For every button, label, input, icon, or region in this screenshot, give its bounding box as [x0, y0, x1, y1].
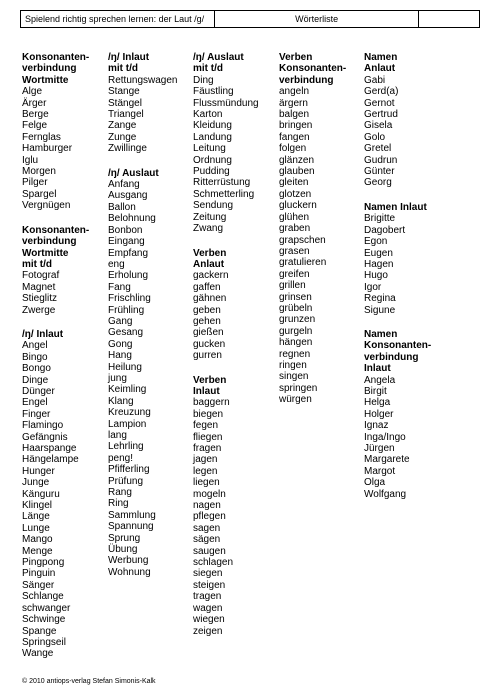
word-item: Magnet — [22, 281, 56, 293]
word-item: Spannung — [108, 521, 154, 533]
word-item: jagen — [193, 454, 218, 466]
word-group — [193, 375, 283, 637]
word-item: glotzen — [279, 188, 312, 200]
group-heading: Konsonanten- verbindung Wortmitte mit t/d — [22, 224, 90, 270]
word-list — [22, 270, 112, 316]
word-group — [364, 202, 454, 316]
word-item: Schmetterling — [193, 188, 255, 200]
word-item: tragen — [193, 591, 222, 603]
word-item: Egon — [364, 236, 388, 248]
word-item: gurgeln — [279, 325, 313, 337]
word-item: Landung — [193, 131, 232, 143]
word-group — [22, 52, 112, 212]
word-item: Zange — [108, 120, 137, 132]
word-item: Schlange — [22, 591, 64, 603]
word-item: Birgit — [364, 385, 387, 397]
word-columns — [22, 52, 482, 667]
word-item: lang — [108, 430, 127, 441]
word-item: glauben — [279, 166, 315, 178]
word-item: Pilger — [22, 177, 48, 189]
word-item: Ignaz — [364, 420, 389, 432]
word-item: Klang — [108, 395, 134, 407]
word-item: balgen — [279, 109, 310, 121]
word-group — [279, 52, 369, 406]
word-item: grillen — [279, 280, 306, 292]
group-heading: /ŋ/ Auslaut mit t/d — [193, 52, 244, 75]
word-list — [193, 397, 283, 637]
word-item: Helga — [364, 397, 391, 409]
group-heading: /ŋ/ Inlaut mit t/d — [108, 52, 150, 75]
word-item: Pudding — [193, 166, 230, 178]
group-heading: Verben Konsonanten- verbindung — [279, 52, 347, 86]
word-item: Flamingo — [22, 420, 64, 432]
word-item: grinsen — [279, 291, 312, 303]
word-item: Ordnung — [193, 154, 232, 166]
word-item: Dünger — [22, 385, 55, 397]
word-item: pflegen — [193, 511, 226, 523]
word-item: Schwinge — [22, 614, 66, 626]
word-item: eng — [108, 258, 125, 270]
word-item: Inga/Ingo — [364, 431, 406, 443]
word-item: saugen — [193, 545, 226, 557]
word-item: Jürgen — [364, 443, 395, 454]
word-item: Margarete — [364, 454, 410, 466]
word-item: Gisela — [364, 120, 393, 132]
word-item: Klingel — [22, 500, 53, 512]
group-heading: /ŋ/ Auslaut — [108, 167, 159, 179]
word-item: Igor — [364, 281, 382, 293]
word-item: legen — [193, 465, 218, 477]
word-item: Gong — [108, 338, 133, 350]
word-item: Lunge — [22, 522, 50, 534]
group-heading: Konsonanten- verbindung Wortmitte — [22, 52, 90, 86]
word-item: Felge — [22, 120, 48, 132]
word-item: Finger — [22, 408, 51, 420]
word-item: springen — [279, 382, 318, 394]
word-item: Engel — [22, 397, 48, 409]
word-item: Ritterrüstung — [193, 177, 251, 189]
word-list — [108, 75, 198, 155]
word-item: singen — [279, 371, 309, 383]
header-table — [20, 10, 480, 28]
word-item: Sendung — [193, 200, 234, 212]
word-item: Fotograf — [22, 270, 60, 282]
word-item: Spargel — [22, 188, 57, 200]
word-item: Regina — [364, 293, 396, 305]
word-item: Hagen — [364, 258, 394, 270]
column-1 — [22, 52, 112, 673]
word-item: siegen — [193, 568, 223, 580]
word-item: gleiten — [279, 177, 309, 189]
word-item: mogeln — [193, 488, 226, 500]
word-item: peng! — [108, 452, 134, 464]
word-item: regnen — [279, 348, 311, 360]
word-item: Känguru — [22, 488, 60, 500]
word-list — [22, 340, 112, 659]
word-list — [364, 75, 454, 189]
word-item: Gang — [108, 315, 133, 327]
word-item: Wohnung — [108, 566, 151, 578]
word-item: Zeitung — [193, 211, 227, 223]
word-item: gluckern — [279, 200, 317, 212]
word-item: Eingang — [108, 236, 145, 248]
word-item: gratulieren — [279, 257, 327, 269]
word-item: Gesang — [108, 327, 144, 339]
word-group — [108, 168, 198, 579]
word-item: ringen — [279, 359, 307, 371]
word-item: ärgern — [279, 97, 308, 109]
word-item: Kleidung — [193, 120, 232, 132]
word-item: grunzen — [279, 314, 316, 326]
header-wordlist: Wörterliste — [215, 11, 419, 27]
word-item: glühen — [279, 211, 310, 223]
word-item: graben — [279, 223, 311, 235]
word-item: schwanger — [22, 602, 71, 614]
word-item: würgen — [279, 394, 312, 406]
group-heading: /ŋ/ Inlaut — [22, 328, 64, 340]
word-item: Karton — [193, 109, 223, 121]
word-item: Heilung — [108, 361, 142, 373]
word-list — [279, 86, 369, 405]
word-item: Berge — [22, 109, 49, 121]
word-item: Frischling — [108, 293, 151, 305]
word-item: Länge — [22, 511, 50, 523]
word-list — [364, 213, 454, 316]
word-item: Morgen — [22, 166, 56, 178]
word-item: Hugo — [364, 270, 388, 282]
word-list — [193, 270, 283, 361]
word-item: Empfang — [108, 247, 149, 259]
word-item: Haarspange — [22, 443, 77, 454]
word-item: hängen — [279, 337, 313, 349]
word-item: Pingpong — [22, 557, 65, 569]
word-item: fliegen — [193, 431, 223, 443]
word-item: Gabi — [364, 74, 386, 86]
word-item: Stängel — [108, 97, 142, 109]
word-item: Sigune — [364, 304, 396, 316]
word-item: fegen — [193, 420, 219, 432]
word-item: Ding — [193, 74, 214, 86]
word-item: Zwang — [193, 223, 224, 235]
word-item: fangen — [279, 131, 310, 143]
word-item: Junge — [22, 477, 50, 489]
word-item: gurren — [193, 350, 222, 362]
word-item: sagen — [193, 522, 221, 534]
word-item: Belohnung — [108, 213, 156, 225]
word-item: gucken — [193, 338, 226, 350]
word-item: Zwillinge — [108, 143, 147, 155]
word-group — [364, 52, 454, 189]
word-item: Flussmündung — [193, 97, 259, 109]
word-item: Gretel — [364, 143, 392, 155]
word-item: Alge — [22, 86, 43, 98]
word-item: Ausgang — [108, 190, 148, 202]
word-item: Zwerge — [22, 304, 56, 316]
word-item: gähnen — [193, 293, 227, 305]
word-item: Rang — [108, 487, 132, 499]
word-group — [22, 329, 112, 660]
word-item: Gerd(a) — [364, 86, 399, 98]
word-item: bringen — [279, 120, 313, 132]
word-item: Mango — [22, 534, 53, 546]
word-item: Frühling — [108, 304, 145, 316]
word-item: Golo — [364, 131, 386, 143]
word-item: gaffen — [193, 281, 221, 293]
word-item: steigen — [193, 579, 226, 591]
word-item: grasen — [279, 245, 310, 257]
word-item: Triangel — [108, 109, 144, 121]
word-item: wagen — [193, 602, 223, 614]
group-heading: Namen Inlaut — [364, 201, 427, 213]
word-item: gehen — [193, 315, 221, 327]
word-item: Fernglas — [22, 131, 61, 143]
word-item: Dinge — [22, 374, 49, 386]
word-group — [108, 52, 198, 155]
word-item: Leitung — [193, 143, 226, 155]
word-item: Iglu — [22, 154, 39, 166]
copyright-footer: © 2010 antiops-verlag Stefan Simonis-Kalk — [22, 678, 156, 685]
word-item: schlagen — [193, 557, 234, 569]
word-item: Hängelampe — [22, 454, 79, 466]
word-item: geben — [193, 304, 221, 316]
word-item: Springseil — [22, 636, 66, 648]
word-item: Gudrun — [364, 154, 398, 166]
word-item: Hang — [108, 350, 132, 362]
word-list — [22, 86, 112, 211]
word-item: glänzen — [279, 154, 315, 166]
word-item: Erholung — [108, 270, 149, 282]
word-item: Bingo — [22, 351, 48, 363]
word-item: Gernot — [364, 97, 395, 109]
word-item: Zunge — [108, 131, 137, 143]
word-item: Sammlung — [108, 509, 156, 521]
word-item: Margot — [364, 465, 396, 477]
word-item: Pinguin — [22, 568, 56, 580]
word-item: Ballon — [108, 201, 136, 213]
word-item: Anfang — [108, 179, 140, 191]
word-item: Ärger — [22, 97, 47, 109]
word-item: Wange — [22, 648, 54, 660]
word-item: sägen — [193, 534, 221, 546]
word-item: fragen — [193, 443, 222, 454]
word-item: gackern — [193, 270, 229, 282]
word-item: Kreuzung — [108, 407, 151, 419]
header-empty-cell — [419, 11, 479, 27]
word-item: Übung — [108, 544, 138, 556]
word-item: Georg — [364, 177, 392, 189]
word-item: liegen — [193, 477, 220, 489]
word-item: Wolfgang — [364, 488, 407, 500]
word-item: Günter — [364, 166, 395, 178]
word-item: Dagobert — [364, 224, 406, 236]
column-4 — [279, 52, 369, 419]
word-group — [193, 52, 283, 235]
word-item: zeigen — [193, 625, 223, 637]
word-item: wiegen — [193, 614, 225, 626]
word-item: Hunger — [22, 465, 55, 477]
word-item: Sänger — [22, 579, 55, 591]
word-item: Angel — [22, 340, 48, 352]
word-item: Gertrud — [364, 109, 398, 121]
word-item: Werbung — [108, 555, 149, 567]
word-item: Bonbon — [108, 224, 143, 236]
word-list — [193, 75, 283, 235]
column-3 — [193, 52, 283, 650]
word-item: Brigitte — [364, 213, 396, 225]
word-item: greifen — [279, 268, 310, 280]
group-heading: Namen Anlaut — [364, 52, 398, 75]
word-item: Ring — [108, 498, 129, 510]
word-group — [22, 225, 112, 316]
word-item: Bongo — [22, 363, 51, 375]
word-item: nagen — [193, 500, 221, 512]
word-item: Sprung — [108, 532, 141, 544]
word-item: Gefängnis — [22, 431, 68, 443]
word-item: baggern — [193, 397, 230, 409]
word-item: gießen — [193, 327, 224, 339]
word-item: Lehrling — [108, 441, 144, 453]
word-group — [364, 329, 454, 500]
word-list — [108, 179, 198, 578]
word-item: Keimling — [108, 384, 147, 396]
word-item: Lampion — [108, 418, 147, 430]
word-item: Hamburger — [22, 143, 73, 155]
word-item: Prüfung — [108, 475, 144, 487]
word-item: angeln — [279, 86, 310, 98]
column-5 — [364, 52, 454, 513]
word-item: jung — [108, 372, 127, 384]
word-item: grapschen — [279, 234, 326, 246]
word-item: Fäustling — [193, 86, 234, 98]
word-item: biegen — [193, 408, 224, 420]
word-item: Stieglitz — [22, 293, 58, 305]
word-item: Angela — [364, 374, 396, 386]
word-group — [193, 248, 283, 362]
word-item: Holger — [364, 408, 394, 420]
column-2 — [108, 52, 198, 591]
word-item: folgen — [279, 143, 307, 155]
word-item: grübeln — [279, 302, 313, 314]
word-item: Stange — [108, 86, 140, 98]
word-item: Eugen — [364, 247, 393, 259]
group-heading: Verben Inlaut — [193, 374, 227, 397]
word-item: Pfifferling — [108, 464, 150, 476]
group-heading: Verben Anlaut — [193, 247, 227, 270]
word-item: Fang — [108, 281, 131, 293]
group-heading: Namen Konsonanten- verbindung Inlaut — [364, 328, 432, 375]
word-item: Rettungswagen — [108, 74, 178, 86]
word-item: Olga — [364, 477, 386, 489]
header-title: Spielend richtig sprechen lernen: der Laut /g/ — [21, 11, 215, 27]
word-item: Menge — [22, 545, 53, 557]
word-list — [364, 375, 454, 500]
word-item: Vergnügen — [22, 200, 71, 212]
word-item: Spange — [22, 625, 57, 637]
